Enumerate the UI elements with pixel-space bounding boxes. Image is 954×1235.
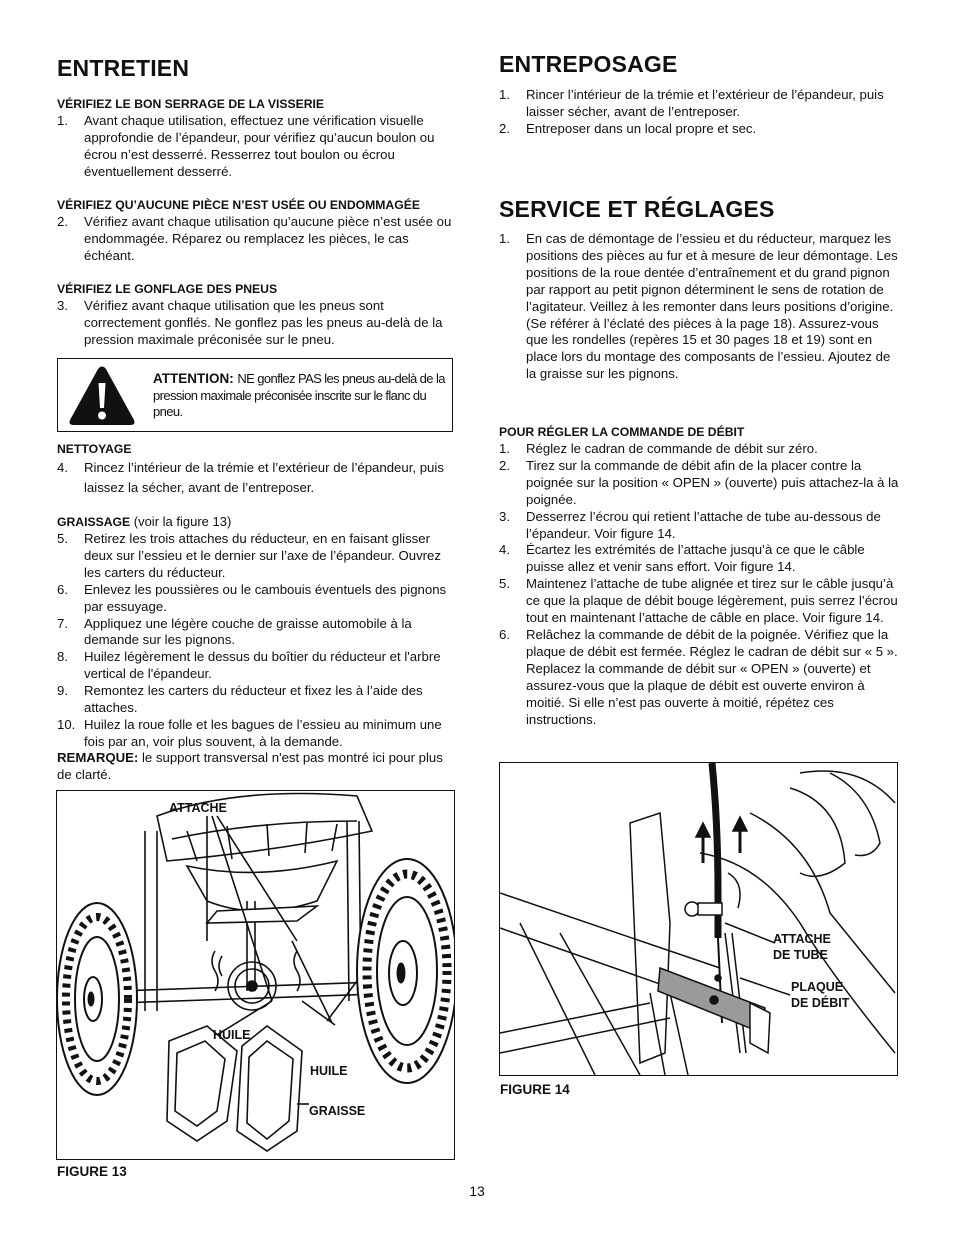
label-attache-line1: ATTACHE xyxy=(773,932,831,946)
figure-13 xyxy=(56,790,455,1160)
left-wheel xyxy=(57,903,137,1095)
list-visserie xyxy=(57,113,453,181)
section-title-visserie: VÉRIFIEZ LE BON SERRAGE DE LA VISSERIE xyxy=(57,97,325,111)
list-item-text: Écartez les extrémités de l’attache jusqu’à ce que le câble puisse allez et venir sans effort. Voir figure 14. xyxy=(526,542,865,575)
list-item-number: 9. xyxy=(57,683,68,699)
graissage-title: GRAISSAGE xyxy=(57,515,131,529)
list-item xyxy=(499,542,899,576)
section-title-pieces: VÉRIFIEZ QU’AUCUNE PIÈCE N’EST USÉE OU ENDOMMAGÉE xyxy=(57,198,420,212)
right-wheel xyxy=(357,859,454,1083)
list-item-text: En cas de démontage de l’essieu et du réducteur, marquez les positions des pièces au fur et à mesure de leur démontage. Les positions de la roue dentée d’entraînement et du grand pignon par rapport au petit pignon déterminent le sens de rotation de l’agitateur. Veillez à les remonter dans leurs positions d’origine. (Se référer à l’éclaté des pièces à la page 18). Assurez-vous que les rondelles (repères 15 et 30 pages 18 et 19) sont en place lors du montage des composants de l’essieu. Ajoutez de la graisse sur les pignons. xyxy=(526,231,898,382)
warning-text xyxy=(153,371,448,421)
list-item-text: Relâchez la commande de débit de la poignée. Vérifiez que la plaque de débit est fermée. Réglez le cadran de débit sur « 5 ». Replacez la commande de débit sur « OPEN » (ouverte) et assurez-vous que la plaque de débit est ouverte environ à moitié. Si elle n’est pas ouverte à moitié, répétez ces instructions. xyxy=(526,626,898,727)
list-item-text: Huilez légèrement le dessus du boîtier du réducteur et l'arbre vertical de l'épandeur. xyxy=(84,649,441,682)
list-item xyxy=(499,121,897,138)
label-plaque-de-debit xyxy=(791,979,849,1011)
list-item-text: Rincer l’intérieur de la trémie et l’extérieur de l’épandeur, puis laisser sécher, avant de l’entreposer. xyxy=(526,87,884,119)
label-huile-1: HUILE xyxy=(213,1028,251,1042)
list-item-number: 3. xyxy=(57,298,68,313)
section-title-nettoyage: NETTOYAGE xyxy=(57,442,132,456)
list-pieces xyxy=(57,214,453,265)
page-number: 13 xyxy=(469,1183,485,1199)
list-item xyxy=(57,582,453,616)
list-item xyxy=(57,298,453,349)
list-item-number: 3. xyxy=(499,508,510,524)
list-item-number: 4. xyxy=(57,460,68,475)
label-attache-line2: DE TUBE xyxy=(773,948,828,962)
list-item xyxy=(499,231,899,383)
list-item xyxy=(499,627,899,728)
list-service xyxy=(499,231,899,383)
list-debit xyxy=(499,441,899,728)
list-item-text: Desserrez l’écrou qui retient l’attache de tube au-dessous de l’épandeur. Voir figure 14. xyxy=(526,508,881,541)
list-graissage xyxy=(57,531,453,751)
list-item-text: Retirez les trois attaches du réducteur, en en faisant glisser deux sur l’essieu et le dernier sur l’axe de l’épandeur. Ouvrez les carters du réducteur. xyxy=(84,531,441,580)
list-item-number: 8. xyxy=(57,649,68,665)
graissage-ref: (voir la figure 13) xyxy=(130,514,232,529)
remark-label: REMARQUE: xyxy=(57,750,139,765)
spreader-axle-illustration xyxy=(57,791,454,1159)
list-item xyxy=(499,576,899,627)
list-item-number: 1. xyxy=(499,87,510,102)
list-entreposage xyxy=(499,87,897,138)
heading-entreposage: ENTREPOSAGE xyxy=(499,51,678,77)
list-item-text: Vérifiez avant chaque utilisation que les pneus sont correctement gonflés. Ne gonflez pas les pneus au-delà de la pression maximale préconisée sur le pneu. xyxy=(84,298,443,347)
section-title-graissage xyxy=(57,514,231,529)
list-item xyxy=(57,458,453,497)
list-item xyxy=(57,616,453,650)
list-item-number: 6. xyxy=(57,581,68,597)
list-item xyxy=(499,509,899,543)
list-item-number: 1. xyxy=(57,113,68,128)
list-item-text: Enlevez les poussières ou le cambouis éventuels des pignons par essuyage. xyxy=(84,581,447,614)
remark-text: le support transversal n'est pas montré ici pour plus de clarté. xyxy=(57,750,443,782)
list-item xyxy=(57,214,453,265)
list-item-text: Tirez sur la commande de débit afin de la placer contre la poignée sur la position « OPEN » (ouverte) puis attachez-la à la poignée. xyxy=(526,457,899,507)
label-plaque-line1: PLAQUE xyxy=(791,980,844,994)
list-item-text: Huilez la roue folle et les bagues de l’essieu au minimum une fois par an, voir plus souvent, à la demande. xyxy=(84,716,442,749)
label-attache: ATTACHE xyxy=(169,801,227,815)
list-item-text: Réglez le cadran de commande de débit sur zéro. xyxy=(526,441,818,456)
label-huile-2: HUILE xyxy=(310,1064,348,1078)
figure-14 xyxy=(499,762,898,1076)
list-item-number: 7. xyxy=(57,615,68,631)
remark xyxy=(57,750,447,784)
list-item-number: 6. xyxy=(499,626,510,642)
section-title-pneus: VÉRIFIEZ LE GONFLAGE DES PNEUS xyxy=(57,282,278,296)
list-item-text: Entreposer dans un local propre et sec. xyxy=(526,120,757,136)
list-item-text: Avant chaque utilisation, effectuez une vérification visuelle approfondie de l’épandeur, pour vérifiez qu’aucun boulon ou écrou n’est desserré. Resserrez tout boulon ou écrou éventuellement desserré. xyxy=(84,113,435,179)
list-item-number: 10. xyxy=(57,716,76,732)
warning-body: NE gonflez PAS les pneus au-delà de la pression maximale préconisée inscrite sur le flanc du pneu. xyxy=(153,371,445,420)
list-item xyxy=(499,87,897,121)
figure-14-caption: FIGURE 14 xyxy=(500,1082,570,1097)
flow-control-illustration xyxy=(500,763,897,1075)
list-item-number: 1. xyxy=(499,231,510,246)
list-item-text: Remontez les carters du réducteur et fixez les à l’aide des attaches. xyxy=(84,683,423,716)
heading-service: SERVICE ET RÉGLAGES xyxy=(499,196,775,222)
list-nettoyage xyxy=(57,458,453,497)
label-plaque-line2: DE DÉBIT xyxy=(791,996,850,1010)
list-item xyxy=(57,717,453,751)
warning-box xyxy=(57,358,453,432)
list-item xyxy=(57,531,453,582)
figure-13-caption: FIGURE 13 xyxy=(57,1164,127,1179)
heading-entretien: ENTRETIEN xyxy=(57,55,190,81)
section-title-debit: POUR RÉGLER LA COMMANDE DE DÉBIT xyxy=(499,425,745,439)
label-attache-de-tube xyxy=(773,931,831,963)
list-item xyxy=(57,683,453,717)
list-item-number: 1. xyxy=(499,441,510,456)
warning-triangle-icon xyxy=(68,365,136,427)
list-item-text: Rincez l’intérieur de la trémie et l’extérieur de l’épandeur, puis laissez la sécher, avant de l’entreposer. xyxy=(84,460,444,495)
list-item-number: 5. xyxy=(57,531,68,546)
list-item-number: 5. xyxy=(499,576,510,592)
label-graisse: GRAISSE xyxy=(309,1104,366,1118)
warning-label: ATTENTION: xyxy=(153,371,234,386)
list-item xyxy=(57,113,453,181)
list-item xyxy=(499,441,899,458)
list-item-text: Maintenez l’attache de tube alignée et tirez sur le câble jusqu’à ce que la plaque de débit bouge légèrement, puis serrez l’écrou tout en maintenant l’attache de câble en place. Voir figure 14. xyxy=(526,576,898,626)
list-item-text: Vérifiez avant chaque utilisation qu’aucune pièce n’est usée ou endommagée. Réparez ou remplacez les pièces, le cas échéant. xyxy=(84,214,452,263)
list-item-number: 2. xyxy=(57,214,68,229)
list-item xyxy=(499,458,899,509)
list-item-number: 2. xyxy=(499,457,510,473)
list-pneus xyxy=(57,298,453,349)
list-item-text: Appliquez une légère couche de graisse automobile à la demande sur les pignons. xyxy=(84,615,412,648)
list-item-number: 2. xyxy=(499,120,510,136)
list-item-number: 4. xyxy=(499,542,510,558)
list-item xyxy=(57,649,453,683)
